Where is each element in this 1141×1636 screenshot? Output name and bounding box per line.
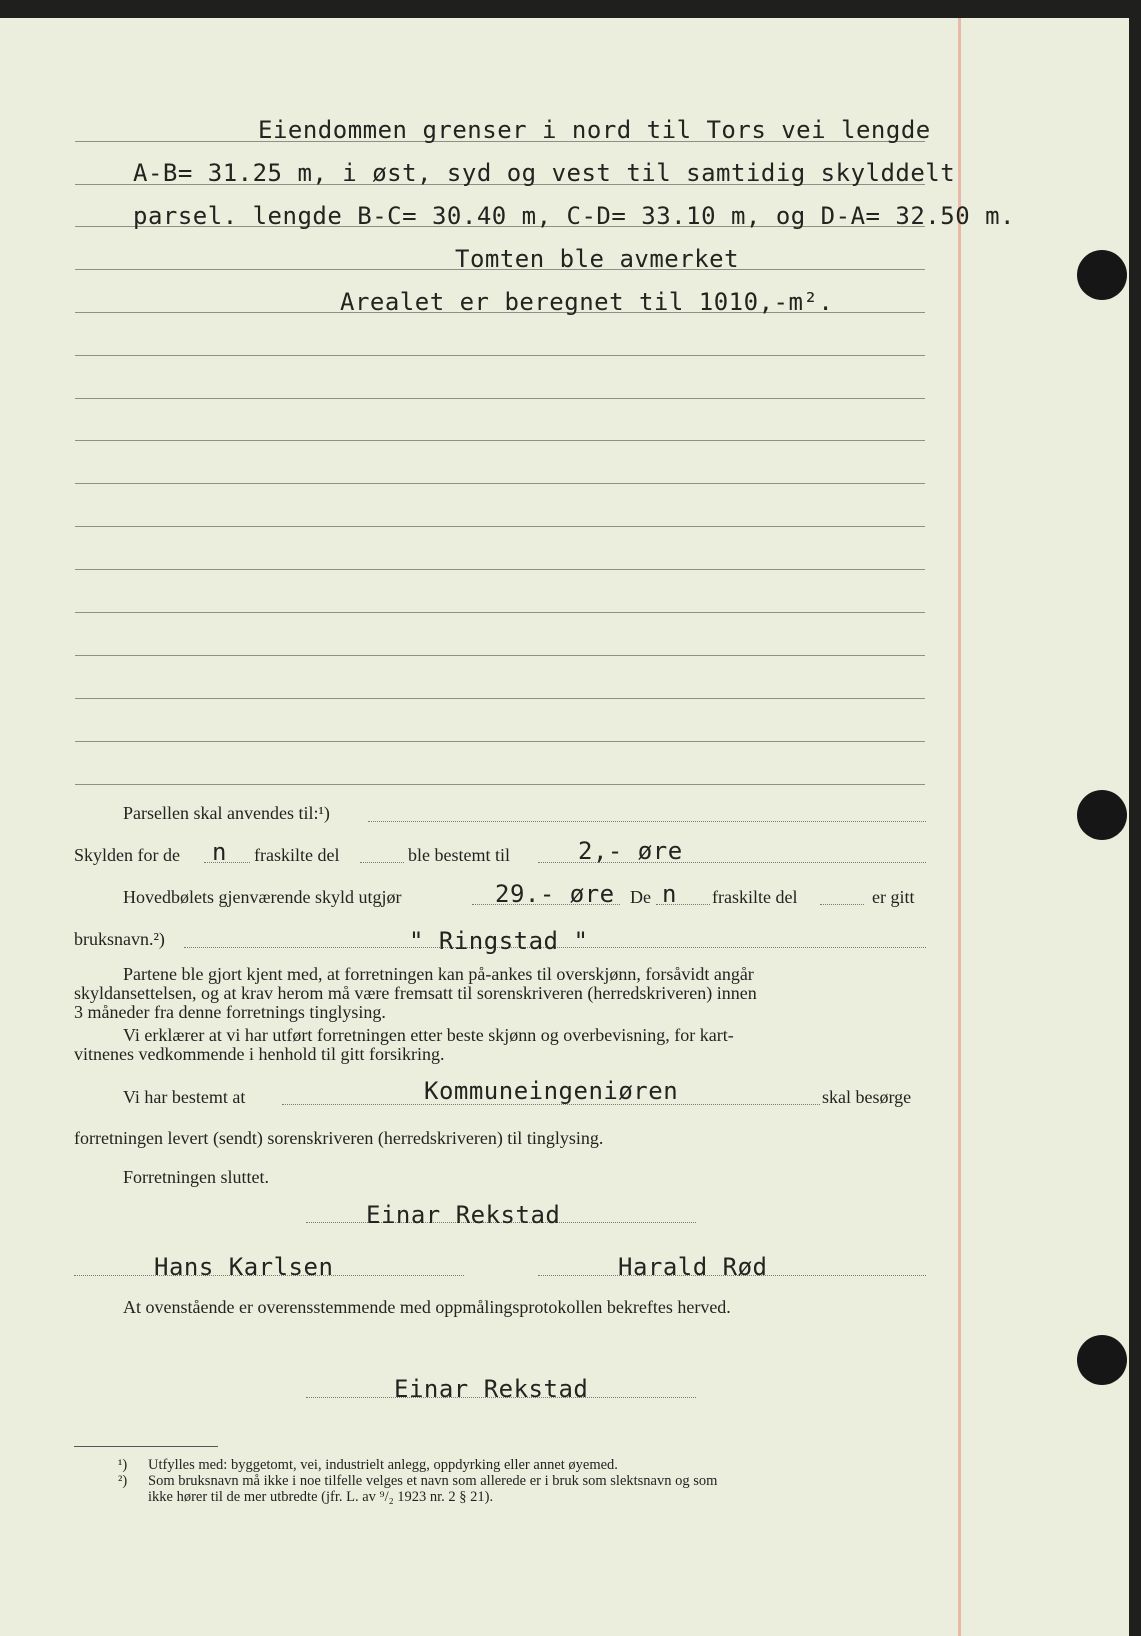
tax-fill-n: n <box>212 838 227 866</box>
dotted-line <box>656 904 710 905</box>
dotted-line <box>204 862 250 863</box>
ruled-line <box>75 698 925 699</box>
ruled-line <box>75 440 925 441</box>
ruled-line <box>75 526 925 527</box>
description-line: Arealet er beregnet til 1010,-m². <box>340 288 834 316</box>
ruled-line <box>75 784 925 785</box>
tax-value: 2,- øre <box>578 837 683 865</box>
footnote-rule <box>74 1446 218 1447</box>
ruled-line <box>75 483 925 484</box>
dotted-line <box>368 821 926 822</box>
paragraph-line: Partene ble gjort kjent med, at forretningen kan på-ankes til overskjønn, forsåvidt angår <box>123 964 754 984</box>
name-value: " Ringstad " <box>409 927 589 955</box>
paragraph-line: vitnenes vedkommende i henhold til gitt forsikring. <box>74 1044 445 1064</box>
usage-label: Parsellen skal anvendes til:¹) <box>123 803 330 823</box>
footnote-2-mark: ²) <box>118 1473 128 1489</box>
scan-right-border <box>1129 0 1141 1636</box>
footnote-1: Utfylles med: byggetomt, vei, industrielt anlegg, oppdyrking eller annet øyemed. <box>148 1457 618 1473</box>
name-label: bruksnavn.²) <box>74 929 165 949</box>
description-line: A-B= 31.25 m, i øst, syd og vest til samtidig skylddelt <box>133 159 956 187</box>
main-label-4: er gitt <box>872 887 915 907</box>
footnote-1-mark: ¹) <box>118 1457 128 1473</box>
ruled-line <box>75 612 925 613</box>
description-line: Eiendommen grenser i nord til Tors vei lengde <box>258 116 931 144</box>
punch-hole <box>1077 1335 1127 1385</box>
ruled-line <box>75 355 925 356</box>
description-line: parsel. lengde B-C= 30.40 m, C-D= 33.10 m, og D-A= 32.50 m. <box>133 202 1016 230</box>
main-fill-n: n <box>662 880 677 908</box>
footnote-2-line-1: Som bruksnavn må ikke i noe tilfelle velges et navn som allerede er i bruk som slektsnavn og som <box>148 1473 718 1489</box>
paragraph-line: 3 måneder fra denne forretnings tinglysing. <box>74 1002 386 1022</box>
main-label-3: fraskilte del <box>712 887 798 907</box>
red-margin-line <box>958 18 961 1636</box>
scan-top-border <box>0 0 1141 18</box>
main-label-2: De <box>630 887 651 907</box>
dotted-line <box>820 904 864 905</box>
signature-1: Einar Rekstad <box>366 1201 561 1229</box>
footnote-2-line-2: ikke hører til de mer utbredte (jfr. L. av ⁹/₂ 1923 nr. 2 § 21). <box>148 1489 494 1505</box>
dotted-line <box>538 862 926 863</box>
paragraph-line: skyldansettelsen, og at krav herom må være fremsatt til sorenskriveren (herredskriveren) innen <box>74 983 757 1003</box>
confirm-line: At ovenstående er overensstemmende med oppmålingsprotokollen bekreftes herved. <box>123 1297 731 1317</box>
tax-label: Skylden for de <box>74 845 180 865</box>
ruled-line <box>75 569 925 570</box>
ruled-line <box>75 741 925 742</box>
punch-hole <box>1077 250 1127 300</box>
signature-3: Harald Rød <box>618 1253 768 1281</box>
ruled-line <box>75 398 925 399</box>
punch-hole <box>1077 790 1127 840</box>
dotted-line <box>472 904 620 905</box>
tax-label-3: ble bestemt til <box>408 845 510 865</box>
main-label: Hovedbølets gjenværende skyld utgjør <box>123 887 402 907</box>
signature-2: Hans Karlsen <box>154 1253 334 1281</box>
paragraph-line: Vi erklærer at vi har utført forretningen etter beste skjønn og overbevisning, for kart- <box>123 1025 734 1045</box>
description-line: Tomten ble avmerket <box>455 245 740 273</box>
delivered-line: forretningen levert (sendt) sorenskriveren (herredskriveren) til tinglysing. <box>74 1128 604 1148</box>
dotted-line <box>360 862 404 863</box>
appeal-paragraph <box>74 965 928 1022</box>
main-value: 29.- øre <box>495 880 615 908</box>
signature-4: Einar Rekstad <box>394 1375 589 1403</box>
ruled-line <box>75 655 925 656</box>
decided-label-2: skal besørge <box>822 1087 912 1107</box>
tax-label-2: fraskilte del <box>254 845 340 865</box>
declaration-paragraph <box>74 1026 928 1064</box>
closed-line: Forretningen sluttet. <box>123 1167 269 1187</box>
decided-label: Vi har bestemt at <box>123 1087 246 1107</box>
decided-value: Kommuneingeniøren <box>424 1077 679 1105</box>
